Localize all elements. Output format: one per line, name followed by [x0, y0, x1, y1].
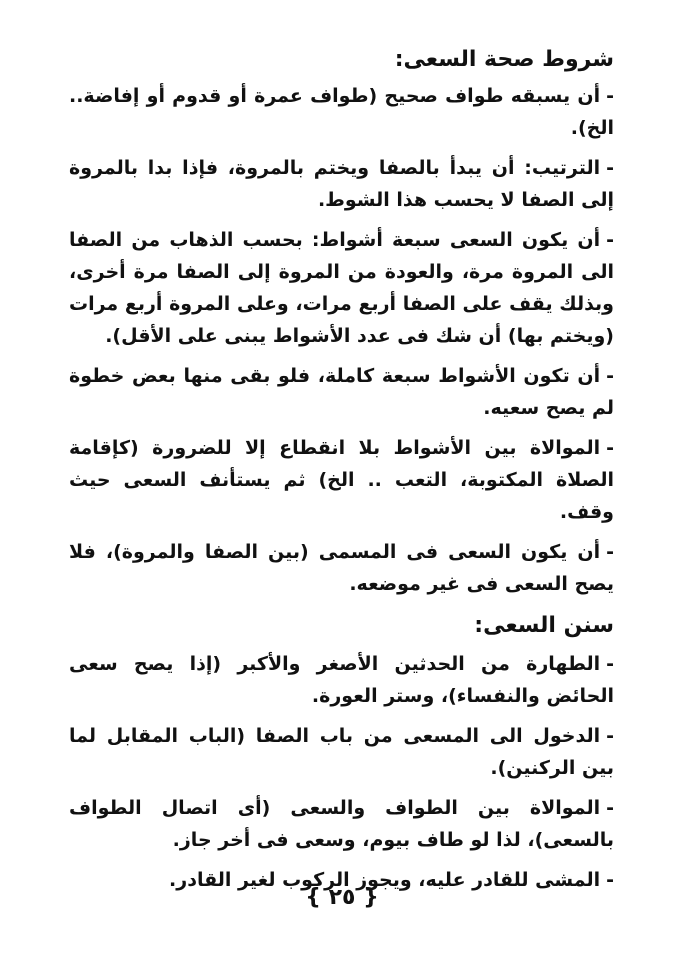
list-item: -المشى للقادر عليه، ويجوز الركوب لغير القادر.	[169, 869, 614, 891]
list-item-text: أن يكون السعى فى المسمى (بين الصفا والمروة)، فلا يصح السعى فى غير موضعه.	[69, 541, 614, 595]
list-item-text: المشى للقادر عليه، ويجوز الركوب لغير القادر.	[169, 869, 601, 891]
list-item: -أن يسبقه طواف صحيح (طواف عمرة أو قدوم أو إفاضة.. الخ).	[69, 85, 614, 139]
list-item: -الترتيب: أن يبدأ بالصفا ويختم بالمروة، فإذا بدا بالمروة إلى الصفا لا يحسب هذا الشوط.	[69, 157, 614, 211]
list-item: -الموالاة بين الطواف والسعى (أى اتصال الطواف بالسعى)، لذا لو طاف بيوم، وسعى فى أخر جاز.	[69, 797, 614, 851]
list-item: -الطهارة من الحدثين الأصغر والأكبر (إذا يصح سعى الحائض والنفساء)، وستر العورة.	[69, 653, 614, 707]
list-item-text: الترتيب: أن يبدأ بالصفا ويختم بالمروة، فإذا بدا بالمروة إلى الصفا لا يحسب هذا الشوط.	[69, 157, 614, 211]
section-heading-sunan: سنن السعى:	[474, 613, 614, 638]
list-item: -أن يكون السعى سبعة أشواط: بحسب الذهاب من الصفا الى المروة مرة، والعودة من المروة إلى الصفا مرة أخرى، وبذلك يقف على الصفا أربع مرات، وعلى المروة أربع مرات (ويختم بها) أن شك فى عدد الأشواط يبنى على الأقل).	[69, 229, 614, 347]
list-item-text: أن يكون السعى سبعة أشواط: بحسب الذهاب من الصفا الى المروة مرة، والعودة من المروة إلى الصفا مرة أخرى، وبذلك يقف على الصفا أربع مرات، وعلى المروة أربع مرات (ويختم بها) أن شك فى عدد الأشواط يبنى على الأقل).	[69, 229, 614, 347]
list-item: -أن تكون الأشواط سبعة كاملة، فلو بقى منها بعض خطوة لم يصح سعيه.	[69, 365, 614, 419]
page-number: { ٢٥ }	[305, 885, 379, 910]
section-heading-conditions: شروط صحة السعى:	[394, 47, 614, 72]
list-item-text: أن تكون الأشواط سبعة كاملة، فلو بقى منها بعض خطوة لم يصح سعيه.	[69, 365, 614, 419]
list-item-text: الموالاة بين الطواف والسعى (أى اتصال الطواف بالسعى)، لذا لو طاف بيوم، وسعى فى أخر جاز.	[69, 797, 614, 851]
list-item-text: الدخول الى المسعى من باب الصفا (الباب المقابل لما بين الركنين).	[69, 725, 614, 779]
list-item-text: الطهارة من الحدثين الأصغر والأكبر (إذا يصح سعى الحائض والنفساء)، وستر العورة.	[69, 653, 614, 707]
list-item-text: أن يسبقه طواف صحيح (طواف عمرة أو قدوم أو إفاضة.. الخ).	[69, 85, 614, 139]
page-content	[69, 42, 614, 904]
list-item: -الموالاة بين الأشواط بلا انقطاع إلا للضرورة (كإقامة الصلاة المكتوبة، التعب .. الخ) ثم يستأنف السعى حيث وقف.	[69, 437, 614, 523]
list-item: -أن يكون السعى فى المسمى (بين الصفا والمروة)، فلا يصح السعى فى غير موضعه.	[69, 541, 614, 595]
list-item-text: الموالاة بين الأشواط بلا انقطاع إلا للضرورة (كإقامة الصلاة المكتوبة، التعب .. الخ) ثم يستأنف السعى حيث وقف.	[69, 437, 614, 523]
list-item: -الدخول الى المسعى من باب الصفا (الباب المقابل لما بين الركنين).	[69, 725, 614, 779]
